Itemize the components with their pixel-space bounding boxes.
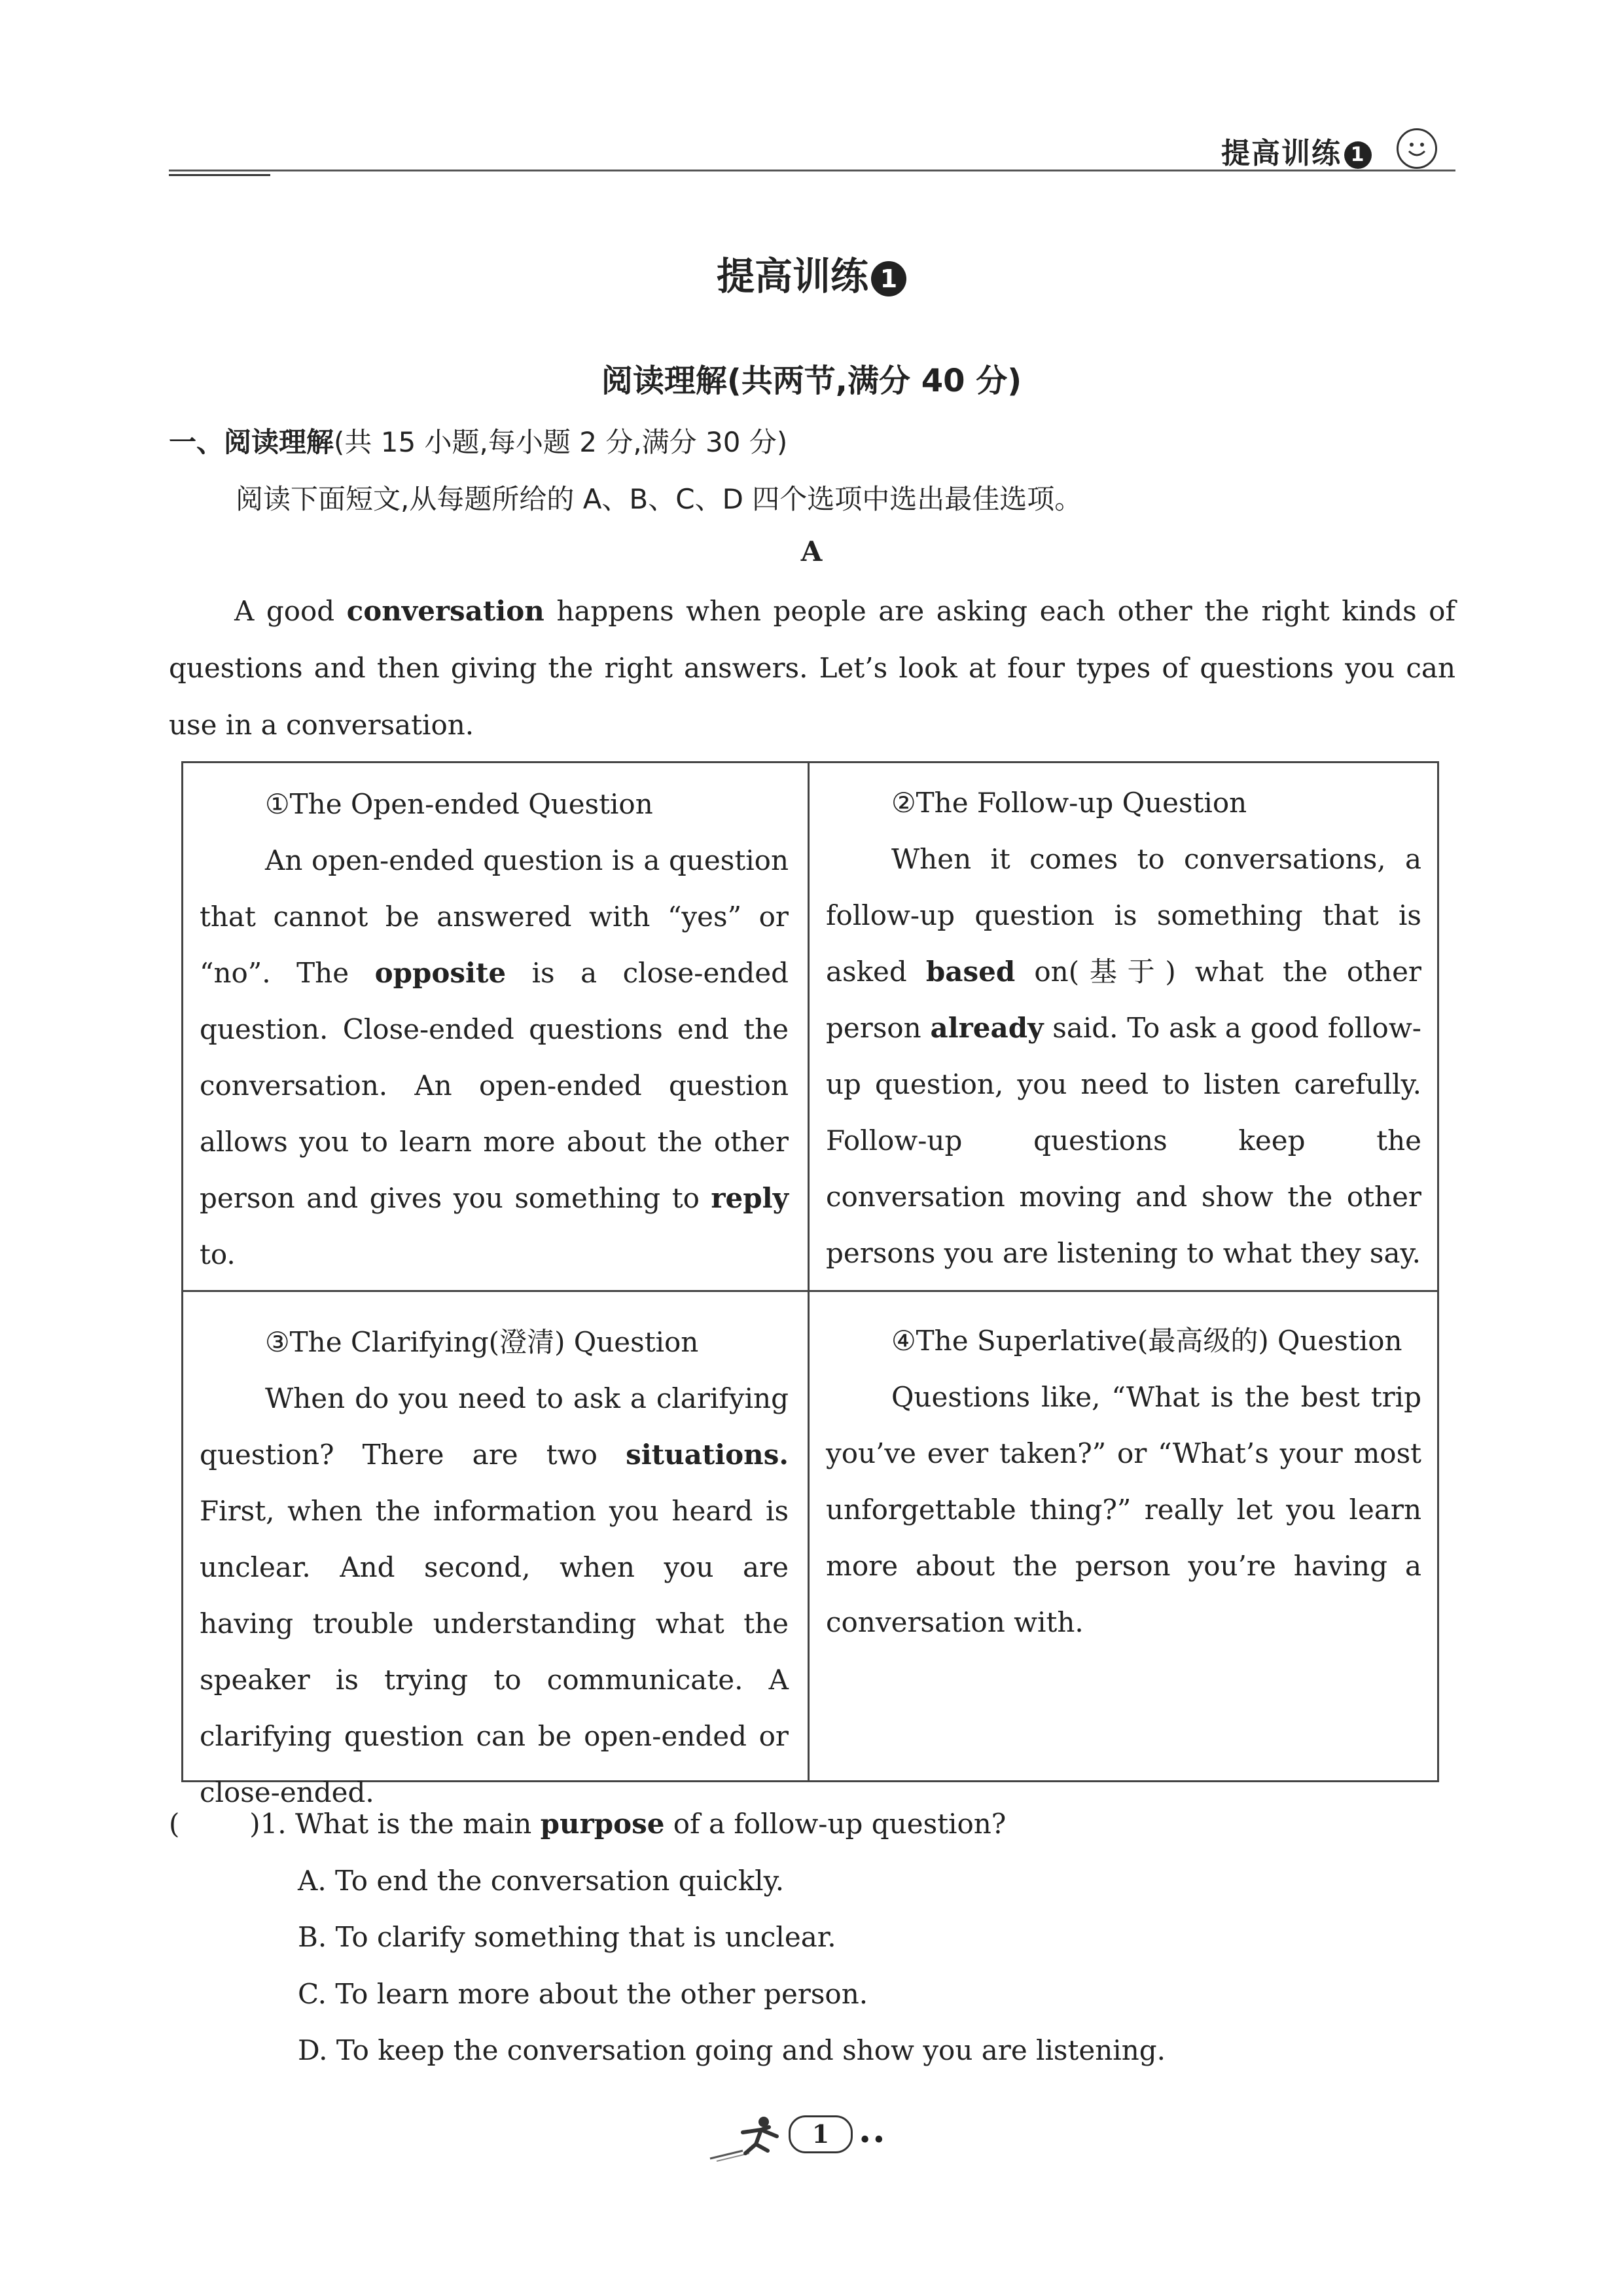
table-cell-open-ended	[200, 776, 789, 1283]
option-a[interactable]: A. To end the conversation quickly.	[298, 1865, 785, 1897]
page-title-text: 提高训练	[716, 254, 868, 298]
table-divider-vertical	[808, 763, 810, 1780]
cell-text: is a close-ended question. Close-ended questions end the conversation. An open-ended question allows you to learn more about the other person and gives you something to	[200, 957, 789, 1214]
cell-title: ②The Follow-up Question	[891, 787, 1247, 819]
question-text: of a follow-up question?	[664, 1808, 1007, 1840]
part-title	[169, 421, 787, 460]
option-b[interactable]: B. To clarify something that is unclear.	[298, 1921, 836, 1953]
cell-text: First, when the information you heard is unclear. And second, when you are having trouble understanding what the speaker is trying to communicate. A clarifying question can be open-ended or close-ended.	[200, 1495, 789, 1808]
running-header	[1221, 130, 1372, 171]
intro-paragraph	[169, 583, 1455, 753]
cell-text: When do you need to ask a clarifying question? There are two	[200, 1382, 789, 1471]
cell-text: said. To ask a good follow-up question, you need to listen carefully. Follow-up questions keep the conversation moving and show the other persons you are listening to what they say.	[826, 1012, 1421, 1269]
part-label: 一、阅读理解	[169, 426, 334, 458]
instruction: 阅读下面短文,从每题所给的 A、B、C、D 四个选项中选出最佳选项。	[236, 483, 1082, 515]
cell-bold-word: based	[925, 956, 1016, 988]
question-bold-word: purpose	[540, 1808, 665, 1840]
cell-body: Questions like, “What is the best trip you’ve ever taken?” or “What’s your most unforgettable thing?” really let you learn more about the person you’re having a conversation with.	[826, 1381, 1421, 1638]
cell-text: to.	[200, 1238, 236, 1270]
question-types-table	[181, 761, 1439, 1808]
intro-text-1: A good	[234, 595, 347, 627]
cell-body	[200, 1371, 789, 1821]
table-cell-superlative	[826, 1313, 1421, 1651]
table-cell-follow-up	[826, 775, 1421, 1282]
cell-text: An open-ended question is a question that cannot be answered with “yes” or “no”. The	[200, 844, 789, 989]
running-header-text: 提高训练	[1221, 137, 1342, 170]
page-title	[0, 245, 1623, 300]
option-c[interactable]: C. To learn more about the other person.	[298, 1978, 868, 2010]
cell-title: ④The Superlative(最高级的) Question	[891, 1325, 1402, 1357]
question-text: 1. What is the main	[260, 1808, 541, 1840]
cell-body	[826, 831, 1421, 1282]
passage-label: A	[800, 535, 823, 567]
cell-text: When it comes to conversations, a follow-up question is something that is asked	[826, 843, 1421, 988]
smile-face-icon	[1397, 128, 1437, 169]
question-1	[169, 1808, 1006, 1840]
option-d[interactable]: D. To keep the conversation going and show you are listening.	[298, 2034, 1166, 2066]
cell-body	[200, 833, 789, 1283]
intro-text-2: happens when people are asking each other the right kinds of questions and then giving the right answers. Let’s look at four types of questions you can use in a conversation.	[169, 595, 1455, 741]
section-title: 阅读理解(共两节,满分 40 分)	[601, 363, 1022, 399]
intro-bold-word: conversation	[346, 595, 544, 627]
running-header-number: 1	[1344, 141, 1372, 169]
table-cell-clarifying	[200, 1314, 789, 1821]
page-footer	[704, 2113, 906, 2165]
runner-icon	[704, 2113, 789, 2165]
cell-title: ③The Clarifying(澄清) Question	[265, 1326, 699, 1358]
cell-bold-word: opposite	[374, 957, 507, 989]
page-number: 1	[789, 2115, 853, 2153]
page-title-number: 1	[871, 261, 906, 296]
cell-bold-word: reply	[711, 1182, 789, 1214]
cell-title: ①The Open-ended Question	[265, 788, 653, 820]
answer-bracket[interactable]: ( )	[169, 1808, 260, 1840]
table-divider-horizontal	[183, 1290, 1437, 1292]
part-detail: (共 15 小题,每小题 2 分,满分 30 分)	[334, 426, 788, 458]
cell-text: on(基于) what the other person	[826, 956, 1422, 1044]
footer-dots: ••	[858, 2127, 886, 2154]
header-rule-accent	[169, 174, 270, 176]
cell-bold-word: situations.	[626, 1439, 789, 1471]
cell-bold-word: already	[930, 1012, 1044, 1044]
